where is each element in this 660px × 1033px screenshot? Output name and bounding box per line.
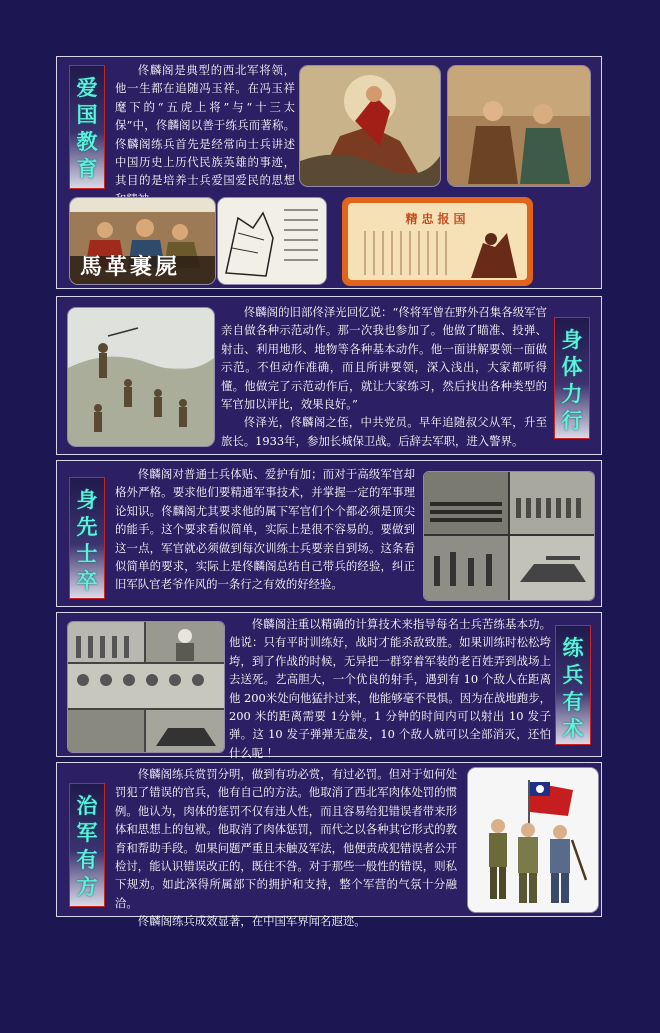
title-char: 育	[76, 156, 98, 181]
title-char: 体	[561, 354, 583, 379]
soldiers-photo-collage	[67, 621, 225, 753]
section-skillful-training	[56, 612, 602, 760]
section-title-vertical	[69, 477, 105, 599]
general-on-horse-painting	[299, 65, 441, 187]
title-char: 行	[561, 408, 583, 433]
paragraph: 佟泽光，佟麟阁之侄，中共党员。早年追随叔父从军，升至旅长。1933年，参加长城保卫战。后辞去军职，进入警界。	[221, 415, 547, 448]
title-char: 方	[76, 874, 98, 899]
paragraph: 佟麟阁是典型的西北军将领，他一生都在追随冯玉祥。在冯玉祥麾下的“五虎上将”与“十三太保”中，佟麟阁以善于练兵而著称。佟麟阁练兵首先是经常向士兵讲述中国历史上历代民族英雄的事迹，其目的是培养士兵爱国爱民的思想	[115, 63, 295, 188]
section-text	[221, 303, 547, 450]
section-title-vertical	[69, 65, 105, 189]
section-title-vertical	[69, 783, 105, 907]
section-title-vertical	[554, 317, 590, 439]
title-char: 军	[76, 820, 98, 845]
section-title-vertical	[555, 625, 591, 745]
title-char: 士	[76, 541, 98, 566]
title-char: 术	[562, 716, 584, 741]
title-char: 有	[76, 847, 98, 872]
title-char: 身	[561, 327, 583, 352]
section-text	[115, 61, 295, 208]
section-leading-by-example	[56, 296, 602, 455]
paragraph: 佟麟阁的旧部佟泽光回忆说：“佟将军曾在野外召集各级军官亲自做各种示范动作。那一次我也参加了。他做了瞄准、投弹、射击、利用地形、地物等各种基本动作。他一面讲解要领一面做示范。不但动作准确，而且所讲要领，深入浅出，大家都听得懂。他做完了示范动作后，就让大家练习，然后找出各种类型的军官加以评比，效果良好。”	[221, 305, 547, 412]
banner-inner	[348, 203, 527, 280]
training-photo-collage	[423, 471, 595, 601]
section-patriotic-education	[56, 56, 602, 289]
title-char: 卒	[76, 568, 98, 593]
jing-zhong-bao-guo-banner	[342, 197, 533, 286]
title-char: 治	[76, 793, 98, 818]
battle-painting	[67, 307, 215, 447]
paragraph: 佟麟阁练兵赏罚分明，做到有功必赏，有过必罚。但对于如何处罚犯了错误的官兵，他有自己的方法。他取消了西北军肉体处罚的惯例。他认为，肉体的惩罚不仅有违人性，而且容易给犯错误者带来形体和思想上的包袱。他取消了肉体惩罚，而代之以各种其它形式的教育和帮助手段。如果问题严重且未触及军法，他便责成犯错误者公开检讨，能认识错误改正的，既往不咎。对于那些一般性的错误，则私下规劝。如此深得所属部下的拥护和支持，整个军营的气氛十分融洽。	[115, 767, 457, 910]
ma-yuan-illustration	[69, 197, 216, 285]
paragraph: 佟麟阁注重以精确的计算技术来指导每名士兵苦练基本功。他说：只有平时训练好，战时才能杀敌致胜。如果训练时松松垮垮，到了作战的时候，无异把一群穿着军装的老百姓弄到战场上去送死。艺高胆大，一个优良的射手，遇到有 10 个敌人在距离他 200米处向他猛扑过来，他能够毫不畏惧。因为在战地跑步，200 米的距离需要 1分钟。1 分钟的时间内可以射出 10 发子弹。这 10 发子弹弹无虚发，10 个敌人就可以全部消灭，还怕什么呢 ！	[229, 617, 551, 760]
banner-title: 精忠报国	[405, 212, 470, 226]
title-char: 爱	[76, 75, 98, 100]
uniformed-soldiers-illustration	[467, 767, 599, 913]
title-char: 先	[76, 514, 98, 539]
banner-verse-columns	[360, 231, 455, 277]
section-text	[229, 615, 551, 762]
title-char: 身	[76, 487, 98, 512]
section-text	[115, 765, 457, 931]
historical-figures-painting	[447, 65, 591, 187]
title-char: 有	[562, 689, 584, 714]
paragraph: 佟麟阁对普通士兵体贴、爱护有加；而对于高级军官却格外严格。要求他们要精通军事技术，并掌握一定的军事理论知识。佟麟阁尤其要求他的属下军官们个个都必须是顶尖的能手。这个要求看似简单，实际上是很不容易的。要做到这一点，军官就必须做到每次训练士兵要亲自到场。这条看似简单的要求，实际上是佟麟阁总结自己带兵的经验，纠正旧军队官老爷作风的一条行之有效的好经验。	[115, 467, 415, 592]
banner-figure	[461, 223, 521, 278]
paragraph: 佟麟阁练兵成效显著，在中国军界闻名遐迩。	[137, 914, 366, 929]
title-char: 教	[76, 129, 98, 154]
section-set-an-example	[56, 460, 602, 607]
section-text	[115, 465, 415, 594]
calligraphy-ma-ge-guo-shi: 馬革裹屍	[80, 254, 181, 280]
sketch-illustration	[217, 197, 327, 285]
title-char: 兵	[562, 662, 584, 687]
title-char: 国	[76, 102, 98, 127]
title-char: 力	[561, 381, 583, 406]
section-good-military-management	[56, 762, 602, 929]
title-char: 练	[562, 635, 584, 660]
